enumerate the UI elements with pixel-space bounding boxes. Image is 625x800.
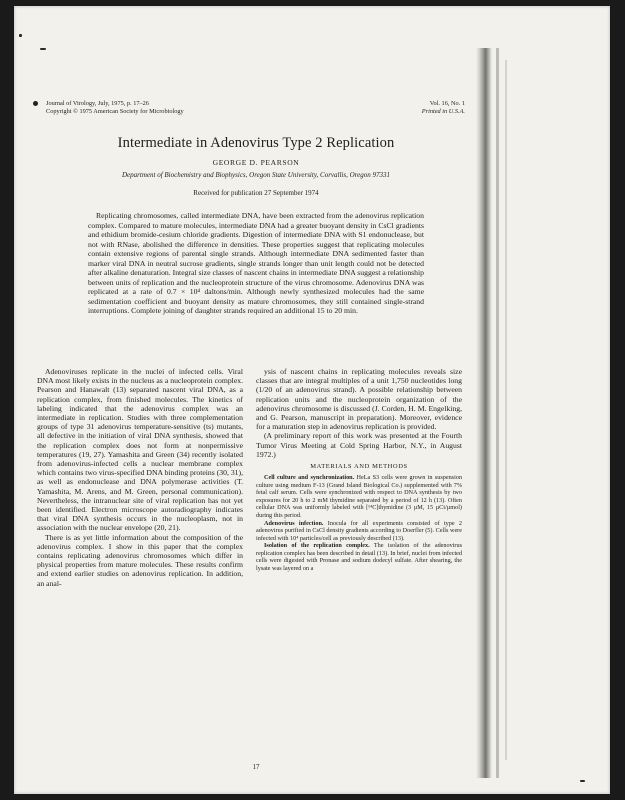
punch-hole-mark [33, 101, 38, 106]
body-paragraph: Adenoviruses replicate in the nuclei of infected cells. Viral DNA most likely exists in the nucleus as a nucleoprotein complex. Pearson and Hanawalt (13) separated nascent viral DNA, as a replication complex, from finished molecules. The kinetics of labeling indicated that the adenovirus complex was an intermediate in replication. Studies with three complementation groups of type 31 adenovirus temperature-sensitive (ts) mutants, all defective in the initiation of viral DNA synthesis, showed that the replication complex does not form at nonpermissive temperatures (19, 27). Yamashita and Green (34) recently isolated from adenovirus-infected cells a nuclear membrane complex which contains two virus-specified DNA binding proteins (30, 31), as well as endonuclease and DNA polymerase activities (T. Yamashita, M. Arens, and M. Green, personal communication). Nevertheless, the intranuclear site of viral replication has not yet been identified. Electron microscope autoradiography indicates that viral DNA synthesis occurs in the nucleoplasm, not in association with the nuclear envelope (20, 21). [37, 367, 243, 533]
run-in-heading: Cell culture and synchronization. [264, 474, 355, 482]
scan-speck [580, 780, 585, 782]
run-in-heading: Isolation of the replication complex. [264, 542, 370, 550]
scan-shadow-bar [476, 48, 492, 778]
methods-paragraph [256, 542, 462, 572]
copyright-line: Copyright © 1975 American Society for Microbiology [46, 108, 184, 115]
paragraph-text: Inocula for all experiments consisted of type 2 adenovirus purified in CsCl density gradients according to Doerfler (5). Cells were infected with 10⁴ particles/cell as previously described (13). [256, 519, 463, 542]
section-heading: MATERIALS AND METHODS [310, 463, 408, 471]
abstract: Replicating chromosomes, called intermediate DNA, have been extracted from the adenovirus replication complex. Compared to mature molecules, intermediate DNA had a greater buoyant density in CsCl gradients and ethidium bromide-cesium chloride gradients. Digestion of intermediate DNA with S1 endonuclease, but not with RNase, abolished the difference in densities. These properties suggest that replicating molecules contain extensive regions of parental single strands. Although intermediate DNA sedimented faster than marker viral DNA in neutral sucrose gradients, single strands longer than unit length could not be detected after alkaline denaturation. Integral size classes of nascent chains in intermediate DNA suggest a relationship between units of replication and the nucleoprotein structure of the virus chromosome. Adenovirus DNA was replicated at a rate of 0.7 × 10⁴ daltons/min. Although newly synthesized molecules had the same sedimentation coefficient and buoyant density as mature chromosomes, they still contained single-strand interruptions. Complete joining of daughter strands required an additional 15 to 20 min. [88, 211, 424, 316]
received-date: Received for publication 27 September 1974 [193, 189, 319, 197]
right-column [256, 367, 462, 572]
page-number: 17 [252, 763, 260, 771]
volume-number: Vol. 16, No. 1 [429, 100, 465, 107]
body-paragraph: ysis of nascent chains in replicating molecules reveals size classes that are integral multiples of a unit 1,750 nucleotides long (1/20 of an adenovirus strand). A possible relationship between replication units and the nucleoprotein organization of the adenovirus chromosome is discussed (J. Corden, H. M. Engelking, and G. Pearson, manuscript in preparation). Moreover, evidence for a maturation step in adenovirus replication is provided. [256, 367, 462, 432]
scan-shadow-line [496, 48, 499, 778]
author-name: GEORGE D. PEARSON [212, 158, 300, 167]
article-title: Intermediate in Adenovirus Type 2 Replication [117, 135, 395, 151]
paragraph-text: HeLa S3 cells were grown in suspension culture using medium F-13 (Grand Island Biological Co.) supplemented with 7% fetal calf serum. Cells were synchronized with respect to DNA synthesis by two exposures for 20 h to 2 mM thymidine separated by a period of 12 h (13). Often cellular DNA was uniformly labeled with [¹⁴C]thymidine (3 µM, 15 µCi/µmol) during this period. [256, 474, 462, 519]
body-paragraph: There is as yet little information about the composition of the adenovirus complex. I show in this paper that the complex contains replicating adenovirus chromosomes which differ in physical properties from mature molecules. These results confirm and extend earlier studies on adenovirus replication. In addition, an anal- [37, 532, 243, 588]
paragraph-text: The isolation of the adenovirus replication complex has been described in detail (13). In brief, nuclei from infected cells were digested with Pronase and sodium dodecyl sulfate. After shearing, the lysate was layered on a [256, 542, 462, 572]
scan-speck [40, 48, 46, 50]
journal-citation: Journal of Virology, July, 1975, p. 17–26 [46, 100, 149, 107]
methods-paragraph [256, 520, 462, 543]
author-affiliation: Department of Biochemistry and Biophysics, Oregon State University, Corvallis, Oregon 97331 [122, 171, 390, 179]
left-column [37, 367, 243, 588]
printed-in: Printed in U.S.A. [421, 108, 465, 115]
run-in-heading: Adenovirus infection. [264, 519, 324, 527]
body-paragraph: (A preliminary report of this work was presented at the Fourth Tumor Virus Meeting at Cold Spring Harbor, N.Y., in August 1972.) [256, 431, 462, 459]
scan-speck [19, 34, 22, 37]
methods-paragraph [256, 474, 462, 519]
scan-shadow-line [505, 60, 507, 760]
